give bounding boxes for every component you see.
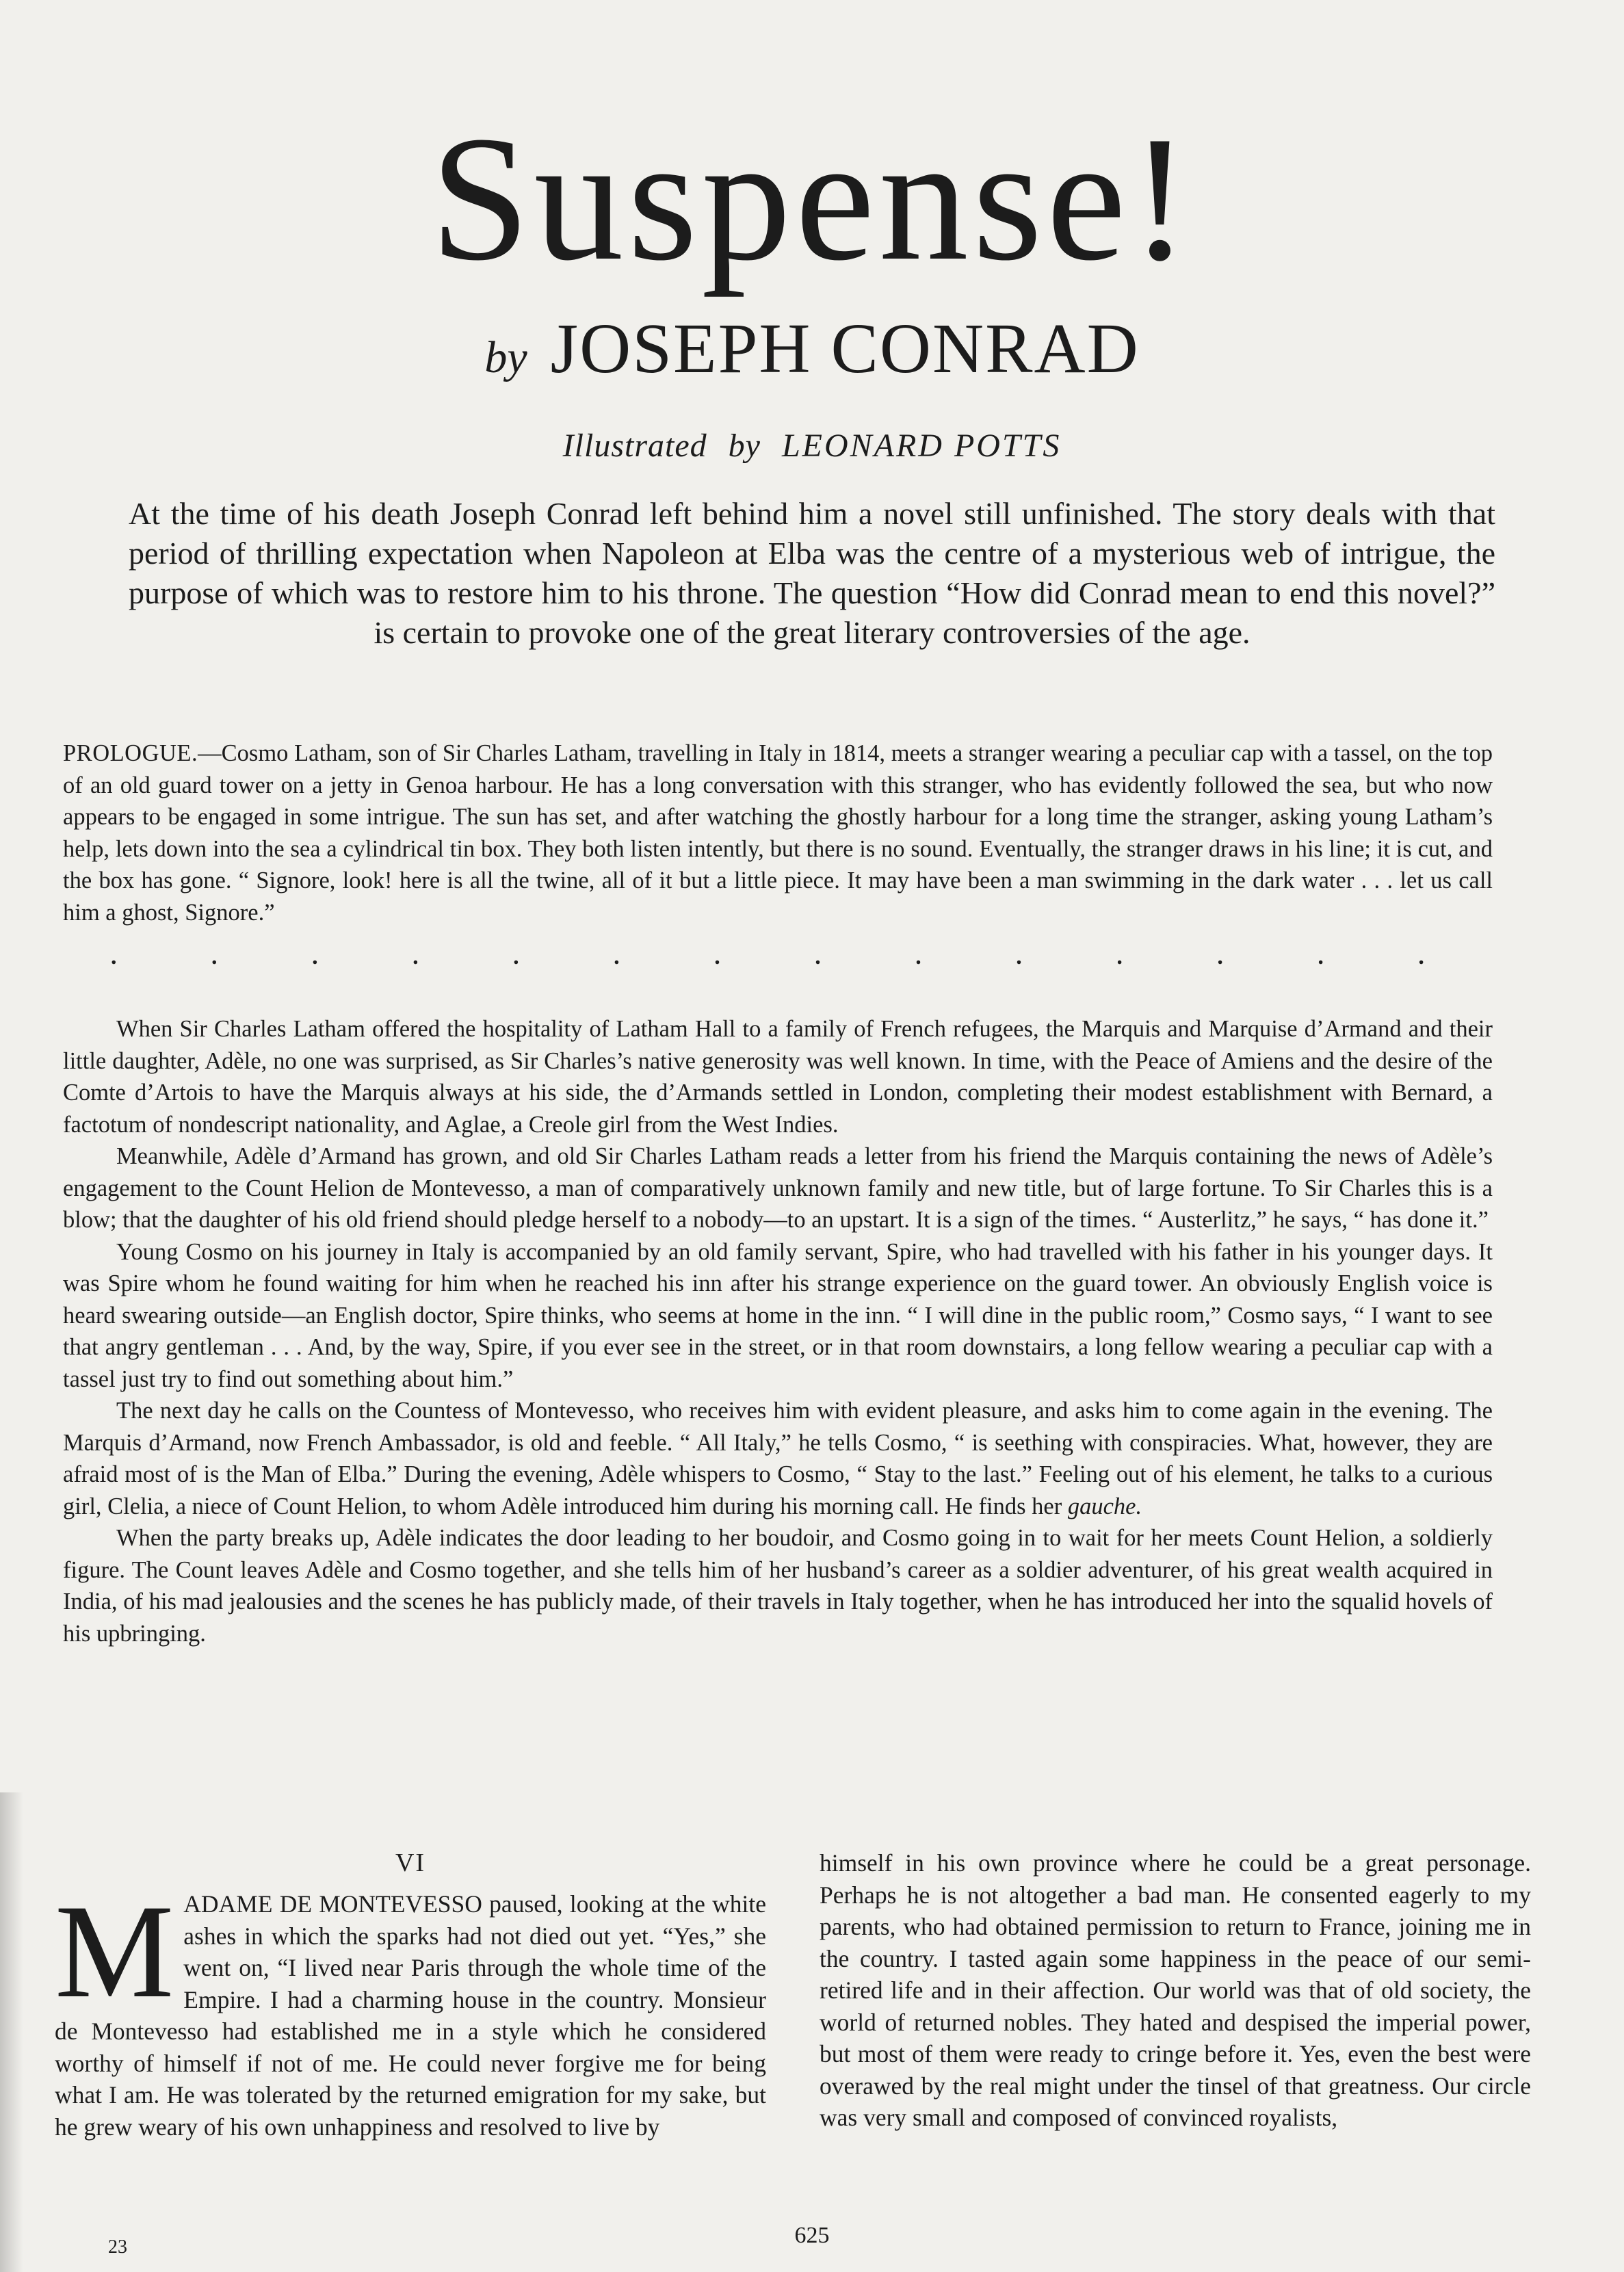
separator-dot: . xyxy=(111,944,117,969)
separator-dot: . xyxy=(312,944,318,969)
chapter-column-right xyxy=(820,1847,1531,2134)
illustrator-name: LEONARD POTTS xyxy=(781,428,1062,464)
illustrator-by: by xyxy=(728,428,761,464)
chapter-number: VI xyxy=(395,1849,426,1877)
synopsis xyxy=(63,737,1493,1649)
prologue-label: PROLOGUE. xyxy=(63,740,198,766)
prologue-paragraph xyxy=(63,737,1493,928)
synopsis-paragraph: Young Cosmo on his journey in Italy is accompanied by an old family servant, Spire, who had travelled with his father in his younger days. It was Spire whom he found waiting for him when he reached his inn after his strange experience on the guard tower. An obviously English voice is heard swearing outside—an English doctor, Spire thinks, who seems at home in the inn. “ I will dine in the public room,” Cosmo says, “ I want to see that angry gentleman . . . And, by the way, Spire, if you ever see in the street, or in that room downstairs, a long fellow wearing a peculiar cap with a tassel just try to find out something about him.” xyxy=(63,1238,1493,1392)
synopsis-paragraph-text: The next day he calls on the Countess of Montevesso, who receives him with evident pleasure, and asks him to come again in the evening. The Marquis d’Armand, now French Ambassador, is old and feeble. “ All Italy,” he tells Cosmo, “ is seething with conspiracies. What, however, they are afraid most of is the Man of Elba.” During the evening, Adèle whispers to Cosmo, “ Stay to the last.” Feeling out of his element, he talks to a curious girl, Clelia, a niece of Count Helion, to whom Adèle introduced him during his morning call. He finds her xyxy=(63,1398,1493,1519)
synopsis-paragraph: When the party breaks up, Adèle indicates the door leading to her boudoir, and Cosmo going in to wait for her meets Count Helion, a soldierly figure. The Count leaves Adèle and Cosmo together, and she tells him of her husband’s career as a soldier adventurer, of his great wealth acquired in India, of his mad jealousies and the scenes he has publicly made, of their travels in Italy together, when he has introduced her into the squalid hovels of his upbringing. xyxy=(63,1525,1493,1647)
separator-dot: . xyxy=(412,944,419,969)
author-name: JOSEPH CONRAD xyxy=(550,309,1140,388)
separator-dot: . xyxy=(815,944,821,969)
illustrator-prefix: Illustrated xyxy=(562,428,707,464)
intro-paragraph: At the time of his death Joseph Conrad left behind him a novel still unfinished. The story deals with that period of thrilling expectation when Napoleon at Elba was the centre of a mysterious web of intrigue, the purpose of which was to restore him to his throne. The question “How did Conrad mean to end this novel?” is certain to provoke one of the great literary controversies of the age. xyxy=(129,496,1495,650)
byline xyxy=(0,308,1624,399)
synopsis-paragraph: When Sir Charles Latham offered the hospitality of Latham Hall to a family of French refugees, the Marquis and Marquise d’Armand and their little daughter, Adèle, no one was surprised, as Sir Charles’s native generosity was well known. In time, with the Peace of Amiens and the desire of the Comte d’Artois to have the Marquis always at his side, the d’Armands settled in London, completing their modest establishment with Bernard, a factotum of nondescript nationality, and Aglae, a Creole girl from the West Indies. xyxy=(63,1016,1493,1138)
illustrator-credit xyxy=(0,426,1624,467)
separator-dot: . xyxy=(714,944,720,969)
binding-shadow xyxy=(0,1792,23,2272)
chapter-left-text: ADAME DE MONTEVESSO paused, looking at the white ashes in which the sparks had not died out yet. “Yes,” she went on, “I lived near Paris through the whole time of the Empire. I had a charming house in the country. Monsieur de Montevesso had established me in a style which he considered worthy of himself if not of me. He could never forgive me for being what I am. He was tolerated by the returned emigration for my sake, but he grew weary of his own unhappiness and resolved to live by xyxy=(55,1890,766,2141)
folio-number: 23 xyxy=(108,2236,127,2258)
synopsis-paragraph: Meanwhile, Adèle d’Armand has grown, and old Sir Charles Latham reads a letter from his friend the Marquis containing the news of Adèle’s engagement to the Count Helion de Montevesso, a man of comparatively unknown family and new title, but of large fortune. To Sir Charles this is a blow; that the daughter of his old friend should pledge herself to a nobody—to an upstart. It is a sign of the times. “ Austerlitz,” he says, “ has done it.” xyxy=(63,1143,1493,1233)
separator-dot: . xyxy=(513,944,519,969)
separator-dot: . xyxy=(1418,944,1424,969)
separator-dot: . xyxy=(1217,944,1223,969)
separator-dot: . xyxy=(1016,944,1022,969)
section-separator xyxy=(111,943,1424,971)
separator-dot: . xyxy=(1116,944,1123,969)
story-title: Suspense! xyxy=(430,99,1194,298)
separator-dot: . xyxy=(915,944,921,969)
prologue-text: —Cosmo Latham, son of Sir Charles Latham, travelling in Italy in 1814, meets a stranger wearing a peculiar cap with a tassel, on the top of an old guard tower on a jetty in Genoa harbour. He has a long conversation with this stranger, who has evidently followed the sea, but who now appears to be engaged in some intrigue. The sun has set, and after watching the ghostly harbour for a long time the stranger, asking young Latham’s help, lets down into the sea a cylindrical tin box. They both listen intently, but there is no sound. Eventually, the stranger draws in his line; it is cut, and the box has gone. “ Signore, look! here is all the twine, all of it but a little piece. It may have been a man swimming in the dark water . . . let us call him a ghost, Signore.” xyxy=(63,740,1493,926)
gauche-word: gauche. xyxy=(1067,1493,1142,1519)
drop-cap: M xyxy=(55,1877,174,2026)
page-number: 625 xyxy=(794,2223,830,2248)
chapter-right-text: himself in his own province where he could be a great personage. Perhaps he is not altogether a bad man. He consented eagerly to my parents, who had obtained permission to return to France, joining me in the country. I tasted again some happiness in the peace of our semi-retired life and in their affection. Our world was that of old society, the world of returned nobles. They hated and despised the imperial power, but most of them were ready to cringe before it. Yes, even the best were overawed by the real might under the tinsel of that greatness. Our circle was very small and composed of convinced royalists, xyxy=(820,1849,1531,2131)
separator-dot: . xyxy=(1318,944,1324,969)
separator-dot: . xyxy=(211,944,218,969)
chapter-opening-paragraph xyxy=(55,1877,766,2143)
separator-dot: . xyxy=(614,944,620,969)
synopsis-paragraph xyxy=(63,1395,1493,1522)
chapter-column-left xyxy=(55,1847,766,2143)
byline-by: by xyxy=(484,332,527,382)
